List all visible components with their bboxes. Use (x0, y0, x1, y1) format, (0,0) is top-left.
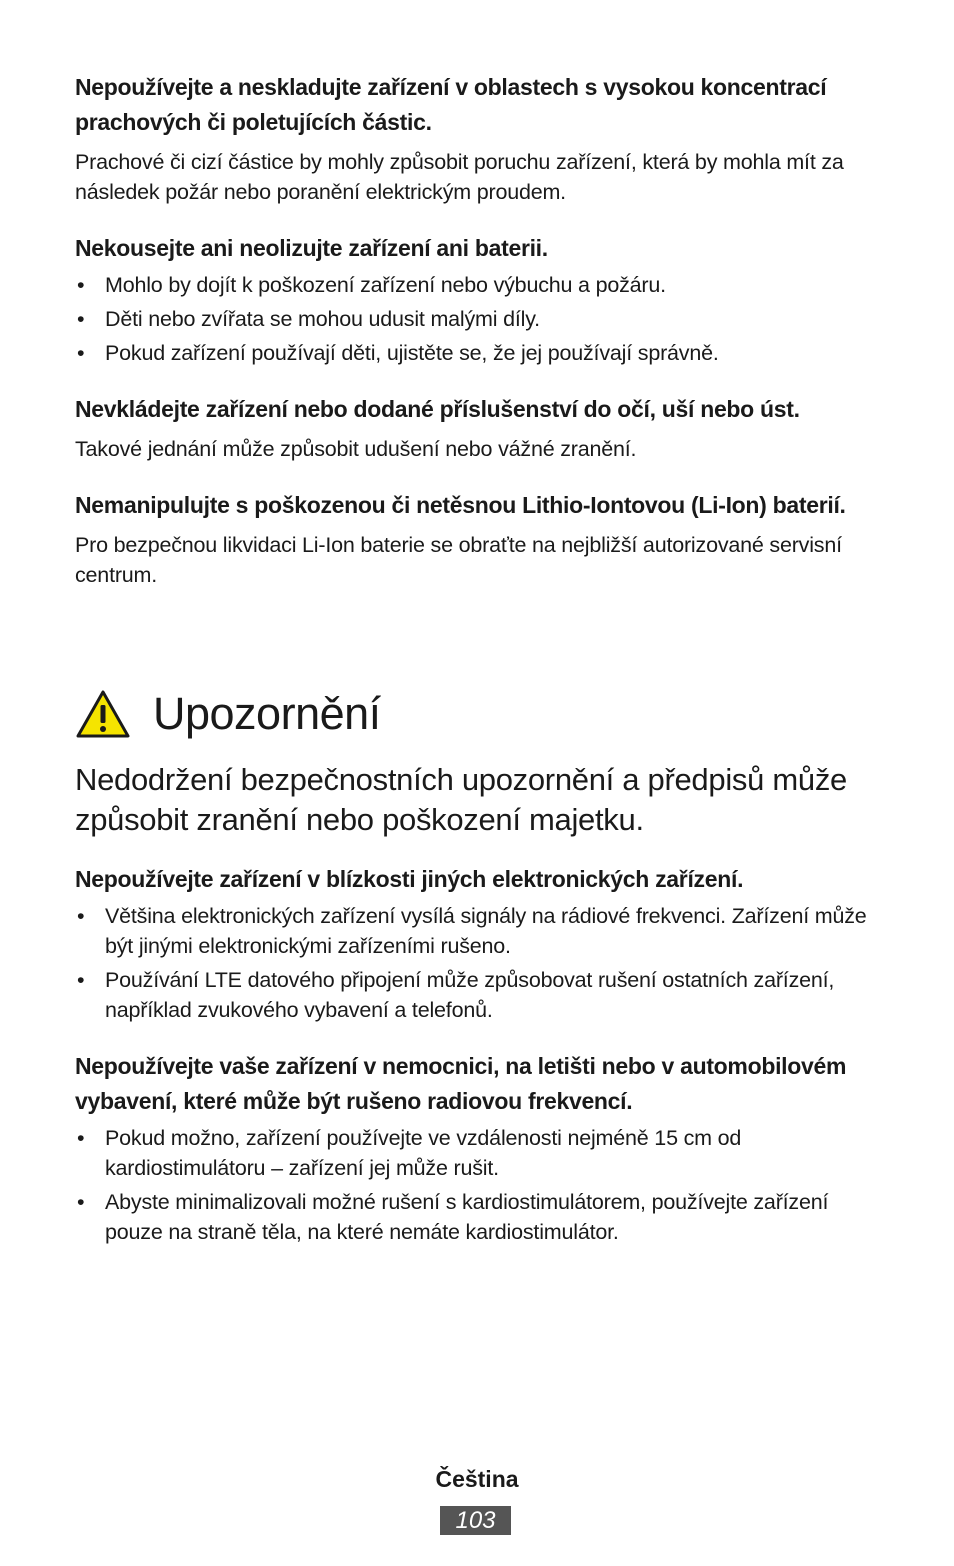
section-subtitle: Nedodržení bezpečnostních upozornění a předpisů může způsobit zranění nebo poškození majetku. (75, 762, 847, 837)
list-item-text: Používání LTE datového připojení může způsobovat rušení ostatních zařízení, například zvukového vybavení a telefonů. (105, 968, 835, 1022)
bullet-list-hospital (75, 1123, 885, 1247)
section-bite (75, 231, 885, 368)
section-dust (75, 70, 885, 207)
text-battery: Pro bezpečnou likvidaci Li-Ion baterie se obraťte na nejbližší autorizované servisní centrum. (75, 533, 842, 587)
list-item (75, 338, 885, 368)
bullet-icon: • (77, 273, 85, 297)
footer-language: Čeština (435, 1466, 519, 1492)
list-item (75, 965, 885, 1025)
list-item (75, 1123, 885, 1183)
list-item-text: Abyste minimalizovali možné rušení s kardiostimulátorem, používejte zařízení pouze na straně těla, na které nemáte kardiostimulátor. (105, 1190, 829, 1244)
bullet-list-electronics (75, 901, 885, 1025)
heading-battery: Nemanipulujte s poškozenou či netěsnou Lithio-Iontovou (Li-Ion) baterií. (75, 492, 846, 518)
list-item-text: Pokud zařízení používají děti, ujistěte se, že jej používají správně. (105, 341, 719, 365)
bullet-icon: • (77, 1190, 85, 1214)
list-item-text: Většina elektronických zařízení vysílá signály na rádiové frekvenci. Zařízení může být jinými elektronickými zařízeními rušeno. (105, 904, 867, 958)
list-item-text: Pokud možno, zařízení používejte ve vzdálenosti nejméně 15 cm od kardiostimulátoru – zařízení jej může rušit. (105, 1126, 742, 1180)
bullet-icon: • (77, 307, 85, 331)
warning-triangle-icon (75, 689, 131, 739)
section-electronics (75, 862, 885, 1025)
heading-dust: Nepoužívejte a neskladujte zařízení v oblastech s vysokou koncentrací prachových či poletujících částic. (75, 74, 827, 135)
bullet-icon: • (77, 904, 85, 928)
list-item-text: Mohlo by dojít k poškození zařízení nebo výbuchu a požáru. (105, 273, 666, 297)
bullet-list-bite (75, 270, 885, 368)
list-item (75, 304, 885, 334)
section-battery (75, 488, 885, 590)
text-eyes: Takové jednání může způsobit udušení nebo vážné zranění. (75, 437, 637, 461)
list-item-text: Děti nebo zvířata se mohou udusit malými díly. (105, 307, 540, 331)
bullet-icon: • (77, 1126, 85, 1150)
section-title: Upozornění (153, 688, 381, 739)
heading-bite: Nekousejte ani neolizujte zařízení ani baterii. (75, 235, 548, 261)
text-dust: Prachové či cizí částice by mohly způsobit poruchu zařízení, která by mohla mít za následek požár nebo poranění elektrickým proudem. (75, 150, 844, 204)
bullet-icon: • (77, 341, 85, 365)
heading-hospital: Nepoužívejte vaše zařízení v nemocnici, na letišti nebo v automobilovém vybavení, které může být rušeno radiovou frekvencí. (75, 1053, 847, 1114)
section-eyes (75, 392, 885, 464)
list-item (75, 270, 885, 300)
bullet-icon: • (77, 968, 85, 992)
list-item (75, 901, 885, 961)
heading-eyes: Nevkládejte zařízení nebo dodané příslušenství do očí, uší nebo úst. (75, 396, 800, 422)
section-hospital (75, 1049, 885, 1247)
top-content (75, 70, 885, 614)
bottom-content (75, 862, 885, 1271)
list-item (75, 1187, 885, 1247)
heading-electronics: Nepoužívejte zařízení v blízkosti jiných elektronických zařízení. (75, 866, 744, 892)
section-title-row (75, 682, 381, 746)
page-number: 103 (440, 1506, 511, 1535)
